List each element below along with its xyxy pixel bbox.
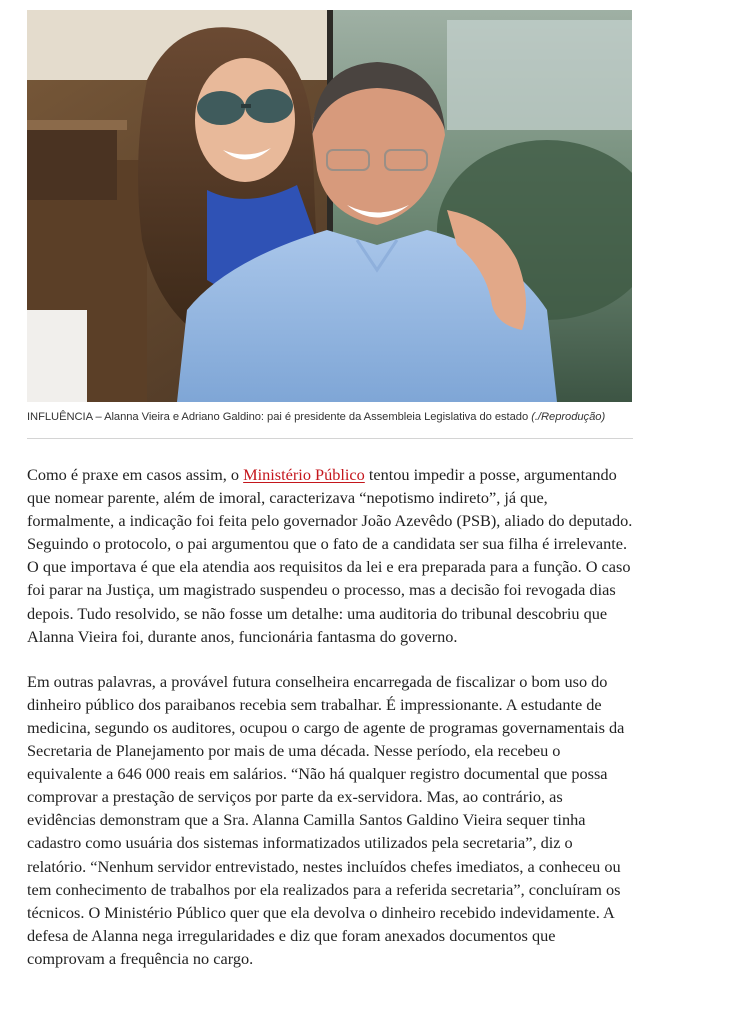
paragraph-1-intro: Como é praxe em casos assim, o <box>27 465 244 484</box>
photo-caption <box>27 409 633 425</box>
article-body <box>27 10 633 970</box>
paragraph-1 <box>27 463 633 648</box>
paragraph-2: Em outras palavras, a provável futura conselheira encarregada de fiscalizar o bom uso do dinheiro público dos paraibanos recebia sem trabalhar. É impressionante. A estudante de medicina, segundo os auditores, ocupou o cargo de agente de programas governamentais da Secretaria de Planejamento por mais de uma década. Nesse período, ela recebeu o equivalente a 646 000 reais em salários. “Não há qualquer registro documental que possa comprovar a prestação de serviços por parte da ex-servidora. Mas, ao contrário, as evidências demonstram que a Sra. Alanna Camilla Santos Galdino Vieira sequer tinha cadastro como usuária dos sistemas informatizados utilizados pela secretaria”, diz o relatório. “Nenhum servidor entrevistado, nestes incluídos chefes imediatos, a conheceu ou tem conhecimento de trabalhos por ela realizados para a referida secretaria”, concluíram os técnicos. O Ministério Público quer que ela devolva o dinheiro recebido indevidamente. A defesa de Alanna nega irregularidades e diz que foram anexados documentos que comprovam a frequência no cargo. <box>27 671 625 968</box>
caption-divider <box>27 438 633 439</box>
article-photo <box>27 10 632 402</box>
ministerio-publico-link[interactable]: Ministério Público <box>243 465 365 484</box>
caption-credit: (./Reprodução) <box>531 411 606 423</box>
caption-text: INFLUÊNCIA – Alanna Vieira e Adriano Galdino: pai é presidente da Assembleia Legislativa do estado <box>27 411 532 423</box>
paragraph-1-rest: tentou impedir a posse, argumentando que nomear parente, além de imoral, caracterizava “nepotismo indireto”, já que, formalmente, a indicação foi feita pelo governador João Azevêdo (PSB), aliado do deputado. Seguindo o protocolo, o pai argumentou que o fato de a candidata ser sua filha é irrelevante. O que importava é que ela atendia aos requisitos da lei e era preparada para a função. O caso foi parar na Justiça, um magistrado suspendeu o processo, mas a decisão foi revogada dias depois. Tudo resolvido, se não fosse um detalhe: uma auditoria do tribunal descobriu que Alanna Vieira foi, durante anos, funcionária fantasma do governo. <box>27 465 633 646</box>
photo-illustration <box>27 10 632 402</box>
